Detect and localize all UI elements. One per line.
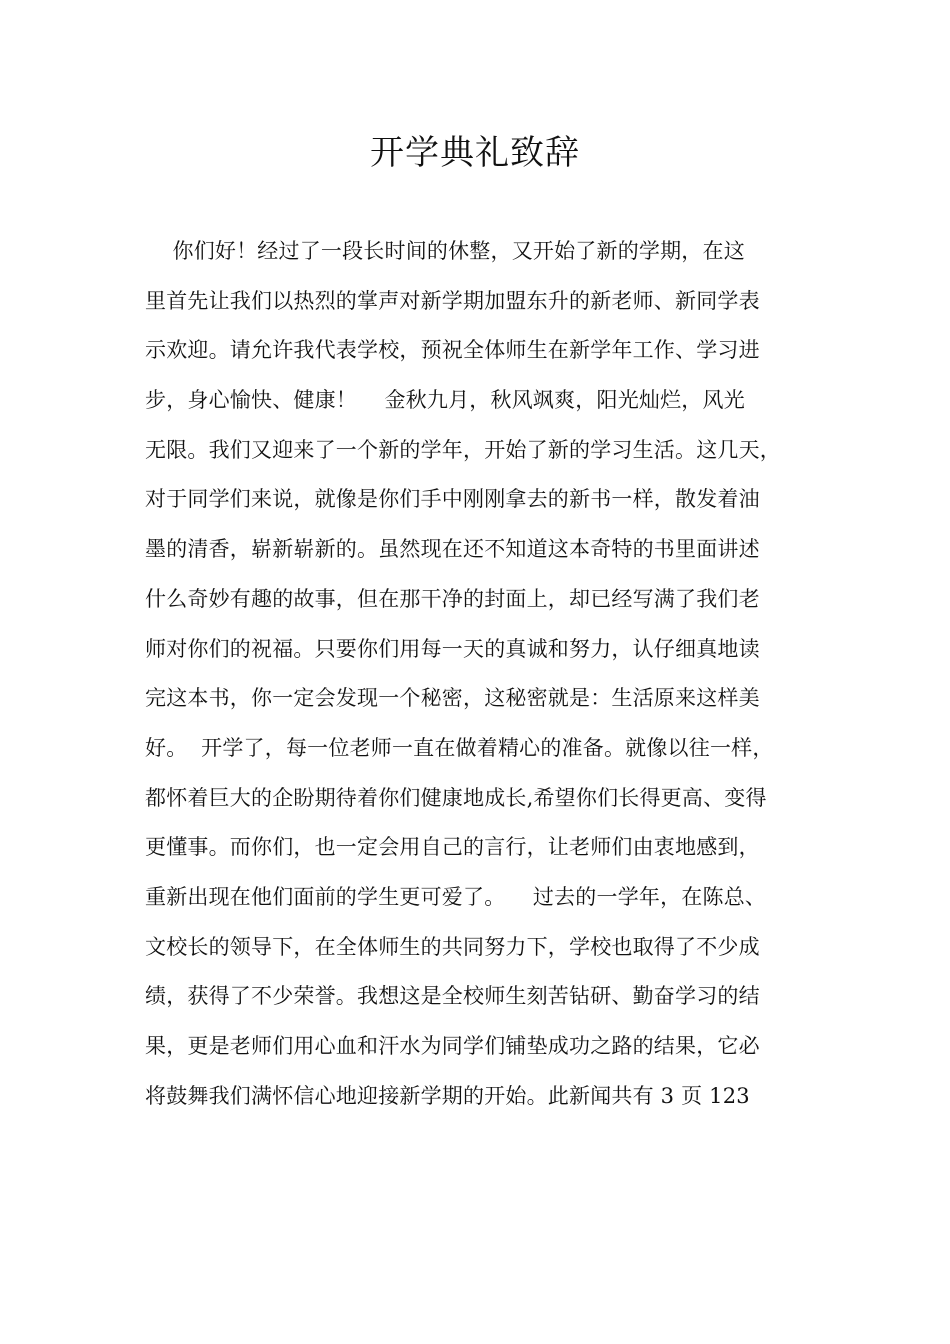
body-line: 绩，获得了不少荣誉。我想这是全校师生刻苦钻研、勤奋学习的结 — [145, 984, 760, 1009]
body-line: 师对你们的祝福。只要你们用每一天的真诚和努力，认仔细真地读 — [145, 636, 760, 661]
body-line: 对于同学们来说，就像是你们手中刚刚拿去的新书一样，散发着油 — [145, 487, 760, 512]
body-line: 文校长的领导下，在全体师生的共同努力下，学校也取得了不少成 — [145, 934, 760, 959]
body-line: 果，更是老师们用心血和汗水为同学们铺垫成功之路的结果，它必 — [145, 1034, 760, 1058]
body-line: 步，身心愉快、健康！ 金秋九月，秋风飒爽，阳光灿烂，风光 — [145, 388, 745, 413]
body-line: 什么奇妙有趣的故事，但在那干净的封面上，却已经写满了我们老 — [145, 586, 760, 611]
body-line: 里首先让我们以热烈的掌声对新学期加盟东升的新老师、新同学表 — [145, 288, 760, 313]
body-line: 你们好！经过了一段长时间的休整，又开始了新的学期，在这 — [145, 239, 745, 263]
body-line: 更懂事。而你们，也一定会用自己的言行，让老师们由衷地感到， — [145, 835, 760, 860]
body-line: 完这本书，你一定会发现一个秘密，这秘密就是：生活原来这样美 — [145, 686, 760, 711]
body-line: 示欢迎。请允许我代表学校，预祝全体师生在新学年工作、学习进 — [145, 338, 760, 363]
body-line: 无限。我们又迎来了一个新的学年，开始了新的学习生活。这几天， — [145, 437, 781, 462]
body-line: 都怀着巨大的企盼期待着你们健康地成长,希望你们长得更高、变得 — [145, 785, 767, 810]
body-line: 将鼓舞我们满怀信心地迎接新学期的开始。此新闻共有 3 页 123 — [145, 1083, 750, 1108]
body-line: 重新出现在他们面前的学生更可爱了。 过去的一学年，在陈总、 — [145, 884, 767, 909]
body-line: 墨的清香，崭新崭新的。虽然现在还不知道这本奇特的书里面讲述 — [145, 537, 760, 562]
document-body — [145, 232, 835, 1126]
body-line: 好。 开学了，每一位老师一直在做着精心的准备。就像以往一样， — [145, 735, 774, 760]
document-title: 开学典礼致辞 — [370, 133, 580, 173]
